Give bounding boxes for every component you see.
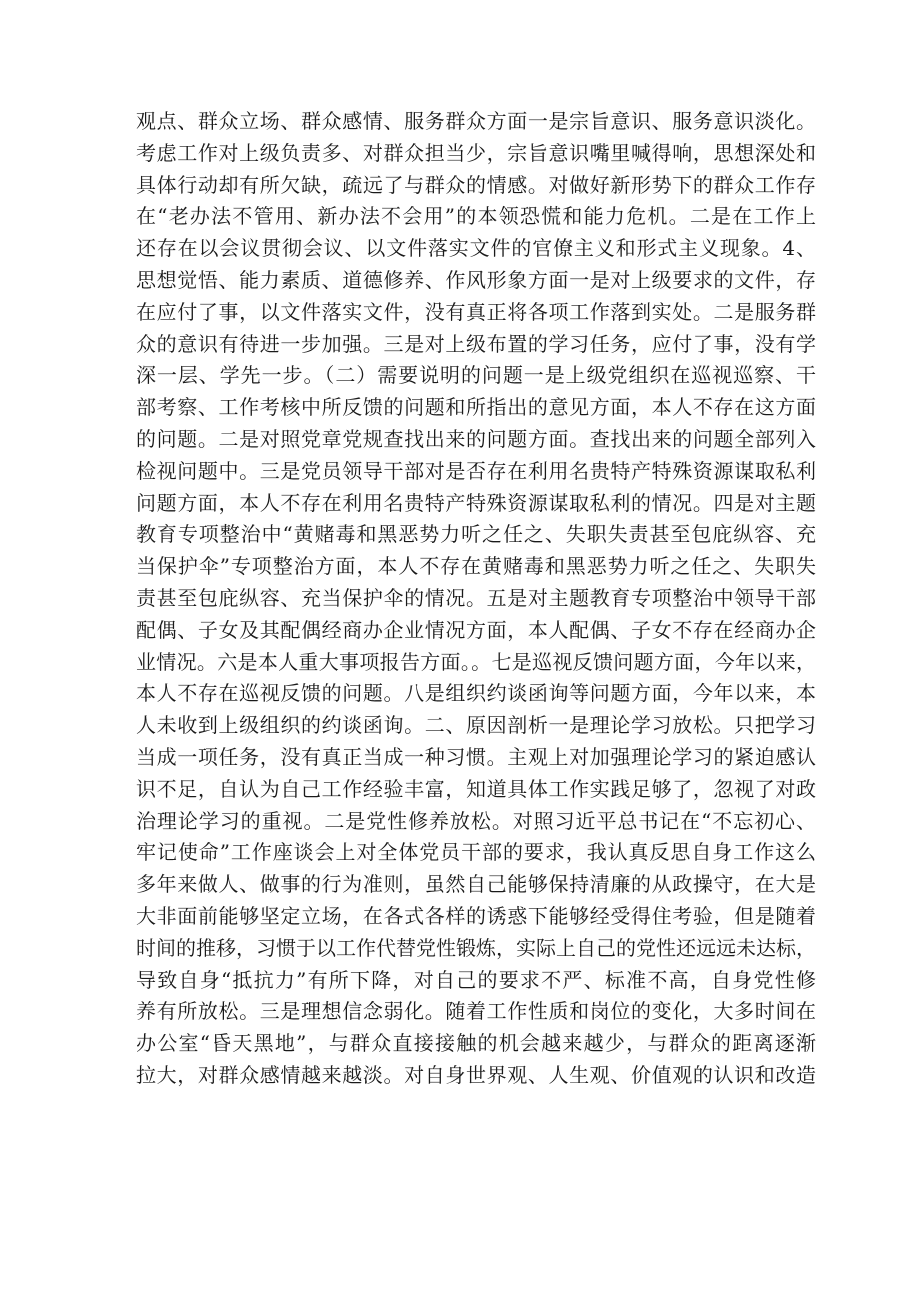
text-line: 时间的推移，习惯于以工作代替党性锻炼，实际上自己的党性还远远未达标， [136,935,816,960]
text-line: 导致自身“抵抗力”有所下降，对自己的要求不严、标准不高，自身党性修 [136,967,816,992]
text-line: 牢记使命”工作座谈会上对全体党员干部的要求，我认真反思自身工作这么 [136,840,816,865]
text-line: 的问题。二是对照党章党规查找出来的问题方面。查找出来的问题全部列入 [136,426,816,451]
text-line: 本人不存在巡视反馈的问题。八是组织约谈函询等问题方面，今年以来，本 [136,681,816,706]
text-line: 深一层、学先一步。（二）需要说明的问题一是上级党组织在巡视巡察、干 [136,363,816,388]
text-line: 观点、群众立场、群众感情、服务群众方面一是宗旨意识、服务意识淡化。 [136,109,816,133]
text-line: 当成一项任务，没有真正当成一种习惯。主观上对加强理论学习的紧迫感认 [136,744,816,769]
text-line: 教育专项整治中“黄赌毒和黑恶势力听之任之、失职失责甚至包庇纵容、充 [136,522,816,547]
text-line: 在“老办法不管用、新办法不会用”的本领恐慌和能力危机。二是在工作上 [136,204,816,229]
text-line: 众的意识有待进一步加强。三是对上级布置的学习任务，应付了事，没有学 [136,331,816,356]
text-line: 责甚至包庇纵容、充当保护伞的情况。五是对主题教育专项整治中领导干部 [136,585,816,610]
text-line: 具体行动却有所欠缺，疏远了与群众的情感。对做好新形势下的群众工作存 [136,172,816,197]
text-line: 识不足，自认为自己工作经验丰富，知道具体工作实践足够了，忽视了对政 [136,776,816,801]
text-line: 当保护伞”专项整治方面，本人不存在黄赌毒和黑恶势力听之任之、失职失 [136,554,816,579]
text-line: 思想觉悟、能力素质、道德修养、作风形象方面一是对上级要求的文件，存 [136,267,816,292]
text-line: 拉大，对群众感情越来越淡。对自身世界观、人生观、价值观的认识和改造 [136,1062,816,1087]
text-line: 检视问题中。三是党员领导干部对是否存在利用名贵特产特殊资源谋取私利 [136,458,816,483]
text-line: 治理论学习的重视。二是党性修养放松。对照习近平总书记在“不忘初心、 [136,808,816,833]
body-text [136,106,816,1092]
text-line: 在应付了事，以文件落实文件，没有真正将各项工作落到实处。二是服务群 [136,299,816,324]
text-line: 问题方面，本人不存在利用名贵特产特殊资源谋取私利的情况。四是对主题 [136,490,816,515]
text-line: 配偶、子女及其配偶经商办企业情况方面，本人配偶、子女不存在经商办企 [136,617,816,642]
text-line: 部考察、工作考核中所反馈的问题和所指出的意见方面，本人不存在这方面 [136,395,816,420]
text-line: 人未收到上级组织的约谈函询。二、原因剖析一是理论学习放松。只把学习 [136,713,816,738]
text-line: 业情况。六是本人重大事项报告方面。。七是巡视反馈问题方面，今年以来， [136,649,816,674]
text-line: 大非面前能够坚定立场，在各式各样的诱惑下能够经受得住考验，但是随着 [136,903,816,928]
text-line: 考虑工作对上级负责多、对群众担当少，宗旨意识嘴里喊得响，思想深处和 [136,140,816,165]
text-line: 办公室“昏天黑地”，与群众直接接触的机会越来越少，与群众的距离逐渐 [136,1031,816,1056]
text-line: 养有所放松。三是理想信念弱化。随着工作性质和岗位的变化，大多时间在 [136,999,816,1024]
text-line: 还存在以会议贯彻会议、以文件落实文件的官僚主义和形式主义现象。4、 [136,236,816,261]
text-line: 多年来做人、做事的行为准则，虽然自己能够保持清廉的从政操守，在大是 [136,872,816,897]
